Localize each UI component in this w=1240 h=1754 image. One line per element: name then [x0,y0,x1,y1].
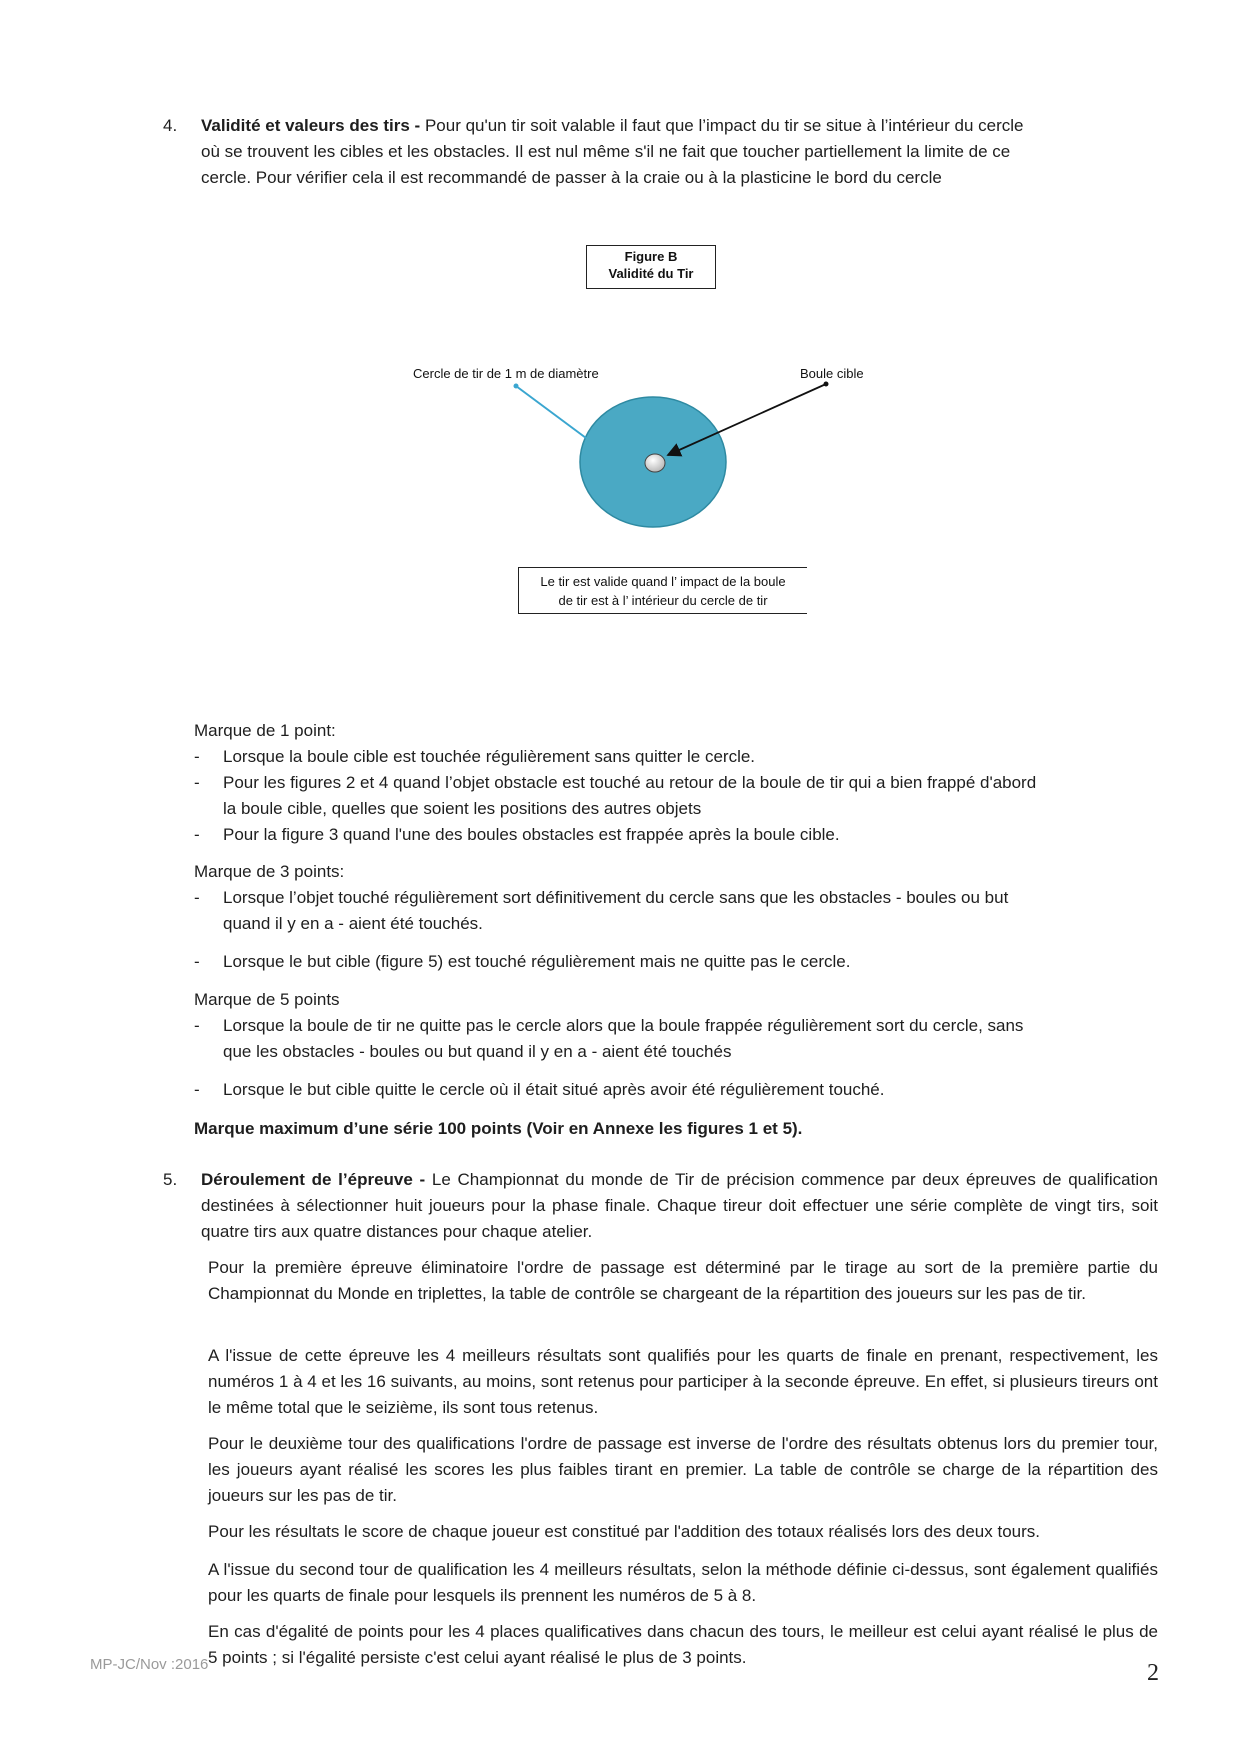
circle-label: Cercle de tir de 1 m de diamètre [413,366,599,381]
marks-5-item-2: Lorsque le but cible quitte le cercle où il était situé après avoir été régulièrement touché. [223,1080,885,1099]
marks-5-item-1-cont: que les obstacles - boules ou but quand il y en a - aient été touchés [223,1042,732,1061]
marks-3-heading: Marque de 3 points: [194,862,345,881]
footer-reference: MP-JC/Nov :2016 [90,1656,209,1673]
section-4-text-line-2: où se trouvent les cibles et les obstacles. Il est nul même s'il ne fait que toucher partiellement la limite de ce [201,142,1011,161]
section-5-intro-text: Le Championnat du monde de Tir de précision commence par deux épreuves de qualification destinées à sélectionner huit joueurs pour la phase finale. Chaque tireur doit effectuer une série complète de vingt tirs, soit quatre tirs aux quatre distances pour chaque atelier. [201,1170,1159,1241]
section-5-paragraph-6: En cas d'égalité de points pour les 4 places qualificatives dans chacun des tours, le meilleur est celui ayant réalisé le plus de 5 points ; si l'égalité persiste c'est celui ayant réalisé le plus de 3 points. [208,1622,1158,1667]
section-5-paragraph-4: Pour les résultats le score de chaque joueur est constitué par l'addition des totaux réalisés lors des deux tours. [208,1522,1040,1541]
figure-caption-line-2: de tir est à l’ intérieur du cercle de tir [558,593,768,608]
bullet-dash: - [194,1016,200,1035]
marks-1-item-2-cont: la boule cible, quelles que soient les positions des autres objets [223,799,702,818]
section-5-intro [201,1167,1158,1245]
section-4-number: 4. [163,116,178,135]
figure-caption-box [518,567,807,614]
section-4-text-line-3: cercle. Pour vérifier cela il est recommandé de passer à la craie ou à la plasticine le bord du cercle [201,168,942,187]
marks-1-item-3: Pour la figure 3 quand l'une des boules obstacles est frappée après la boule cible. [223,825,840,844]
bullet-dash: - [194,1080,200,1099]
bullet-dash: - [194,888,200,907]
target-ball [645,454,665,472]
marks-5-heading: Marque de 5 points [194,990,340,1009]
section-5-paragraph-2: A l'issue de cette épreuve les 4 meilleurs résultats sont qualifiés pour les quarts de finale en prenant, respectivement, les numéros 1 à 4 et les 16 suivants, au moins, sont retenus pour participer à la seconde épreuve. En effet, si plusieurs tireurs ont le même total que le seizième, ils sont tous retenus. [208,1346,1158,1417]
circle-pointer-line [514,384,587,439]
section-4-title: Validité et valeurs des tirs - [201,116,421,135]
marks-3-item-1: Lorsque l’objet touché régulièrement sort définitivement du cercle sans que les obstacles - boules ou but [223,888,1009,907]
section-4-text-line-1: Pour qu'un tir soit valable il faut que l’impact du tir se situe à l’intérieur du cercle [420,116,1024,135]
marks-1-item-1: Lorsque la boule cible est touchée régulièrement sans quitter le cercle. [223,747,756,766]
marks-1-heading: Marque de 1 point: [194,721,336,740]
section-5-paragraph-5: A l'issue du second tour de qualification les 4 meilleurs résultats, selon la méthode définie ci-dessus, sont également qualifiés pour les quarts de finale pour lesquels ils prennent les numéros de 5 à 8. [208,1560,1158,1605]
figure-subtitle: Validité du Tir [608,266,694,281]
bullet-dash: - [194,773,200,792]
page-number: 2 [1147,1660,1159,1686]
section-5-paragraph-1: Pour la première épreuve éliminatoire l'ordre de passage est déterminé par le tirage au sort de la première partie du Championnat du Monde en triplettes, la table de contrôle se chargeant de la répartition des joueurs sur les pas de tir. [208,1258,1158,1303]
figure-title: Figure B [624,249,678,264]
marks-3-item-1-cont: quand il y en a - aient été touchés. [223,914,483,933]
section-5-title: Déroulement de l’épreuve - [201,1170,426,1189]
bullet-dash: - [194,952,200,971]
marks-1-item-2: Pour les figures 2 et 4 quand l’objet obstacle est touché au retour de la boule de tir qui a bien frappé d'abord [223,773,1037,792]
marks-5-item-1: Lorsque la boule de tir ne quitte pas le cercle alors que la boule frappée régulièrement sort du cercle, sans [223,1016,1024,1035]
bullet-dash: - [194,825,200,844]
marks-maximum: Marque maximum d’une série 100 points (Voir en Annexe les figures 1 et 5). [194,1119,803,1138]
ball-label: Boule cible [800,366,864,381]
figure-caption-line-1: Le tir est valide quand l’ impact de la boule [540,574,786,589]
bullet-dash: - [194,747,200,766]
marks-3-item-2: Lorsque le but cible (figure 5) est touché régulièrement mais ne quitte pas le cercle. [223,952,851,971]
validity-diagram [0,0,1240,620]
section-5-paragraph-3: Pour le deuxième tour des qualifications l'ordre de passage est inverse de l'ordre des résultats obtenus lors du premier tour, les joueurs ayant réalisé les scores les plus faibles tirant en premier. La table de contrôle se charge de la répartition des joueurs sur les pas de tir. [208,1434,1158,1505]
section-5-number: 5. [163,1170,178,1189]
